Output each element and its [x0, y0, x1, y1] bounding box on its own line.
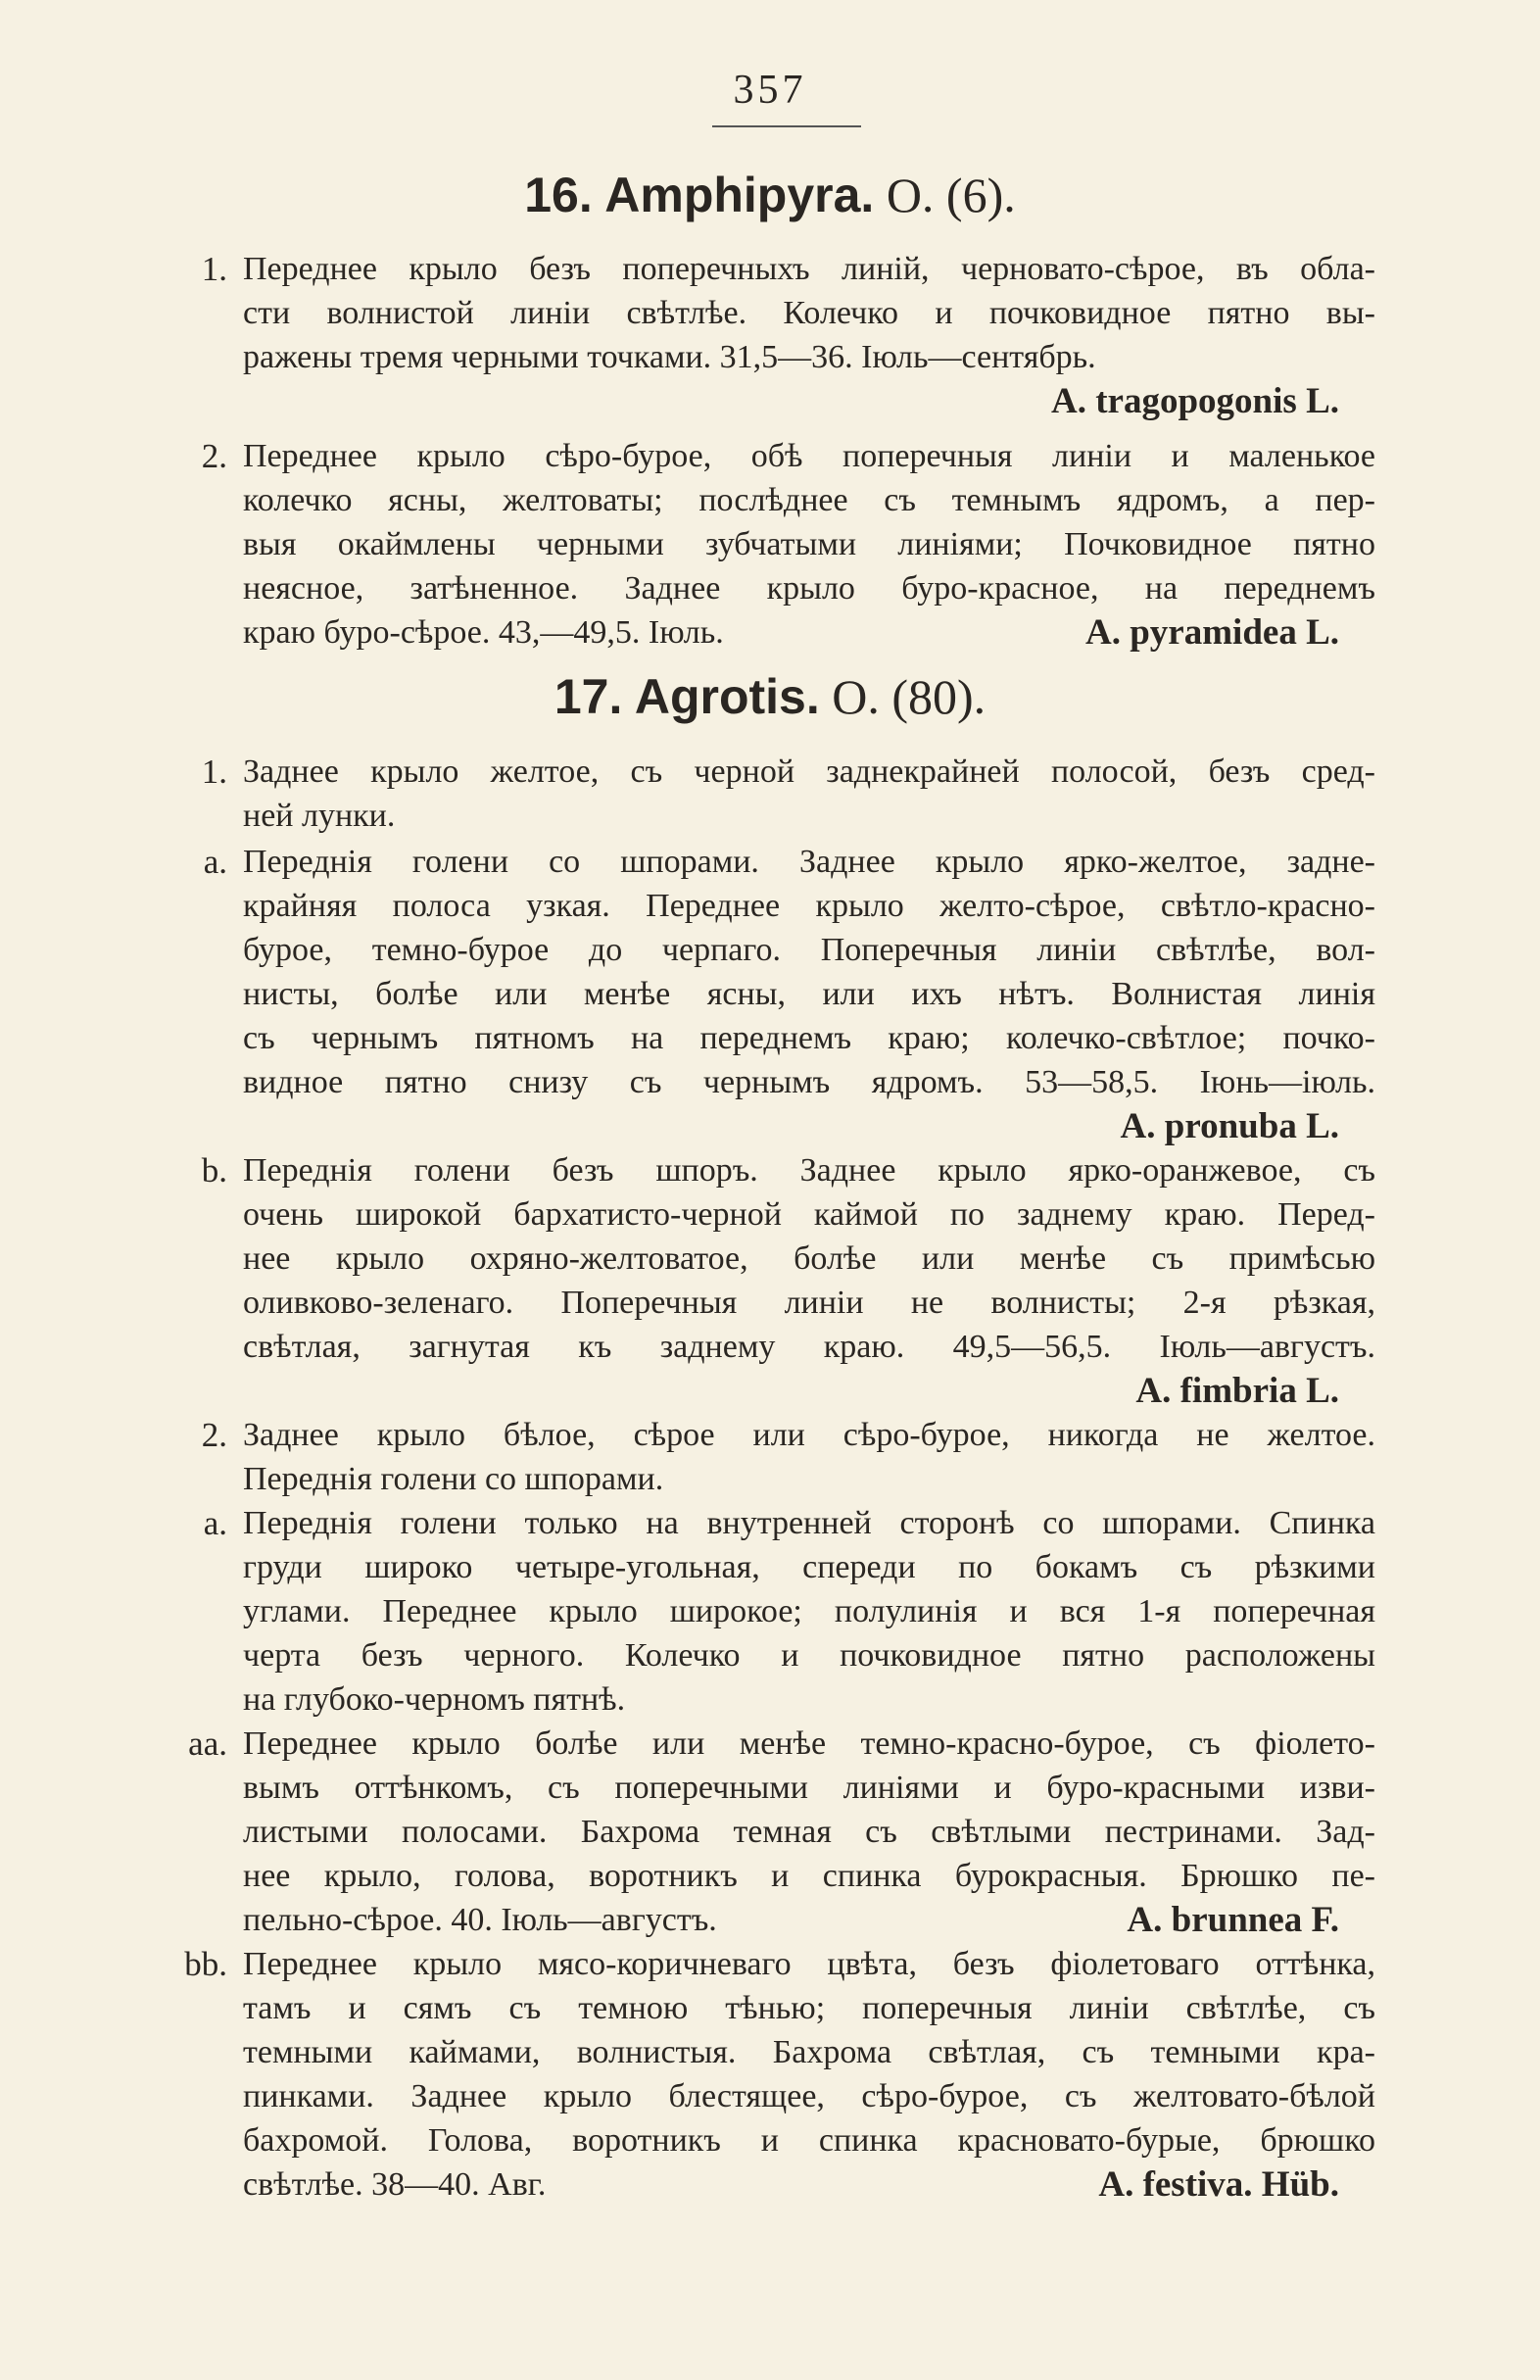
- entry-line: Переднія голени со шпорами. Заднее крыло ярко-желтое, задне-: [243, 844, 1375, 880]
- entry-marker: 2.: [201, 1416, 227, 1454]
- heading-suffix: O. (6).: [886, 168, 1016, 222]
- page-number-rule: [712, 125, 861, 127]
- section-heading-agrotis: [0, 668, 1540, 725]
- heading-number: 16.: [524, 168, 593, 222]
- entry-line: углами. Переднее крыло широкое; полулинія и вся 1-я поперечная: [243, 1593, 1375, 1629]
- entry-line: на глубоко-черномъ пятнѣ.: [243, 1681, 626, 1718]
- entry-tail: свѣтлѣе. 38—40. Авг.: [243, 2166, 547, 2203]
- entry-line: выя окаймлены черными зубчатыми линіями; Почковидное пятно: [243, 526, 1375, 562]
- entry-line: очень широкой бархатисто-черной каймой по заднему краю. Перед-: [243, 1196, 1375, 1233]
- entry-line: Переднее крыло болѣе или менѣе темно-красно-бурое, съ фіолето-: [243, 1725, 1375, 1762]
- entry-line: крайняя полоса узкая. Переднее крыло желто-сѣрое, свѣтло-красно-: [243, 888, 1375, 924]
- entry-marker: 2.: [201, 437, 227, 475]
- entry-line: бурое, темно-бурое до черпаго. Поперечныя линіи свѣтлѣе, вол-: [243, 932, 1375, 968]
- entry-line: нисты, болѣе или менѣе ясны, или ихъ нѣтъ. Волнистая линія: [243, 976, 1375, 1012]
- species-name: A. pyramidea L.: [1085, 612, 1339, 653]
- page-number: 357: [733, 68, 807, 113]
- entry-line: видное пятно снизу съ чернымъ ядромъ. 53—58,5. Іюнь—іюль.: [243, 1064, 1375, 1100]
- entry-line: Заднее крыло желтое, съ черной заднекрайней полосой, безъ сред-: [243, 753, 1375, 790]
- entry-marker: 1.: [201, 250, 227, 288]
- genus-name: Agrotis.: [634, 669, 820, 724]
- species-name: A. pronuba L.: [1120, 1106, 1339, 1146]
- entry-line: свѣтлая, загнутая къ заднему краю. 49,5—56,5. Іюль—августъ.: [243, 1329, 1375, 1365]
- genus-name: Amphipyra.: [604, 168, 875, 222]
- heading-suffix: O. (80).: [832, 669, 987, 724]
- entry-line: неясное, затѣненное. Заднее крыло буро-красное, на переднемъ: [243, 570, 1375, 607]
- entry-line: Заднее крыло бѣлое, сѣрое или сѣро-бурое, никогда не желтое.: [243, 1417, 1375, 1453]
- entry-marker: a.: [203, 1504, 227, 1542]
- species-name: A. tragopogonis L.: [1051, 381, 1339, 421]
- entry-line: сти волнистой линіи свѣтлѣе. Колечко и почковидное пятно вы-: [243, 295, 1375, 331]
- entry-line: черта безъ черного. Колечко и почковидное пятно расположены: [243, 1637, 1375, 1674]
- entry-line: вымъ оттѣнкомъ, съ поперечными линіями и буро-красными изви-: [243, 1770, 1375, 1806]
- entry-line: съ чернымъ пятномъ на переднемъ краю; колечко-свѣтлое; почко-: [243, 1020, 1375, 1056]
- entry-line: листыми полосами. Бахрома темная съ свѣтлыми пестринами. Зад-: [243, 1814, 1375, 1850]
- entry-marker: bb.: [184, 1945, 227, 1983]
- entry-line: Переднія голени только на внутренней сторонѣ со шпорами. Спинка: [243, 1505, 1375, 1541]
- entry-marker: a.: [203, 843, 227, 881]
- entry-marker: aa.: [188, 1724, 227, 1763]
- heading-number: 17.: [553, 669, 623, 724]
- entry-line: оливково-зеленаго. Поперечныя линіи не волнисты; 2-я рѣзкая,: [243, 1285, 1375, 1321]
- entry-line: Переднее крыло мясо-коричневаго цвѣта, безъ фіолетоваго оттѣнка,: [243, 1946, 1375, 1982]
- species-name: A. brunnea F.: [1127, 1900, 1339, 1940]
- entry-marker: 1.: [201, 753, 227, 791]
- entry-marker: b.: [201, 1151, 227, 1190]
- entry-line: Переднія голени со шпорами.: [243, 1461, 664, 1497]
- entry-line: нее крыло охряно-желтоватое, болѣе или менѣе съ примѣсью: [243, 1240, 1375, 1277]
- entry-line: темными каймами, волнистыя. Бахрома свѣтлая, съ темными кра-: [243, 2034, 1375, 2070]
- entry-line: Переднее крыло безъ поперечныхъ линій, черновато-сѣрое, въ обла-: [243, 251, 1375, 287]
- entry-line: нее крыло, голова, воротникъ и спинка бурокрасныя. Брюшко пе-: [243, 1858, 1375, 1894]
- species-name: A. fimbria L.: [1135, 1371, 1339, 1411]
- entry-line: пинками. Заднее крыло блестящее, сѣро-бурое, съ желтовато-бѣлой: [243, 2078, 1375, 2114]
- entry-line: груди широко четыре-угольная, спереди по бокамъ съ рѣзкими: [243, 1549, 1375, 1585]
- entry-line: колечко ясны, желтоваты; послѣднее съ темнымъ ядромъ, а пер-: [243, 482, 1375, 518]
- entry-line: бахромой. Голова, воротникъ и спинка красновато-бурые, брюшко: [243, 2122, 1375, 2159]
- entry-tail: краю буро-сѣрое. 43,—49,5. Іюль.: [243, 614, 724, 651]
- entry-line: тамъ и сямъ съ темною тѣнью; поперечныя линіи свѣтлѣе, съ: [243, 1990, 1375, 2026]
- section-heading-amphipyra: [0, 167, 1540, 223]
- species-name: A. festiva. Hüb.: [1098, 2164, 1339, 2205]
- entry-line: ней лунки.: [243, 798, 396, 834]
- entry-line: ражены тремя черными точками. 31,5—36. Іюль—сентябрь.: [243, 339, 1096, 375]
- entry-line: Переднее крыло сѣро-бурое, обѣ поперечныя линіи и маленькое: [243, 438, 1375, 474]
- entry-line: Переднія голени безъ шпоръ. Заднее крыло ярко-оранжевое, съ: [243, 1152, 1375, 1189]
- entry-tail: пельно-сѣрое. 40. Іюль—августъ.: [243, 1902, 717, 1938]
